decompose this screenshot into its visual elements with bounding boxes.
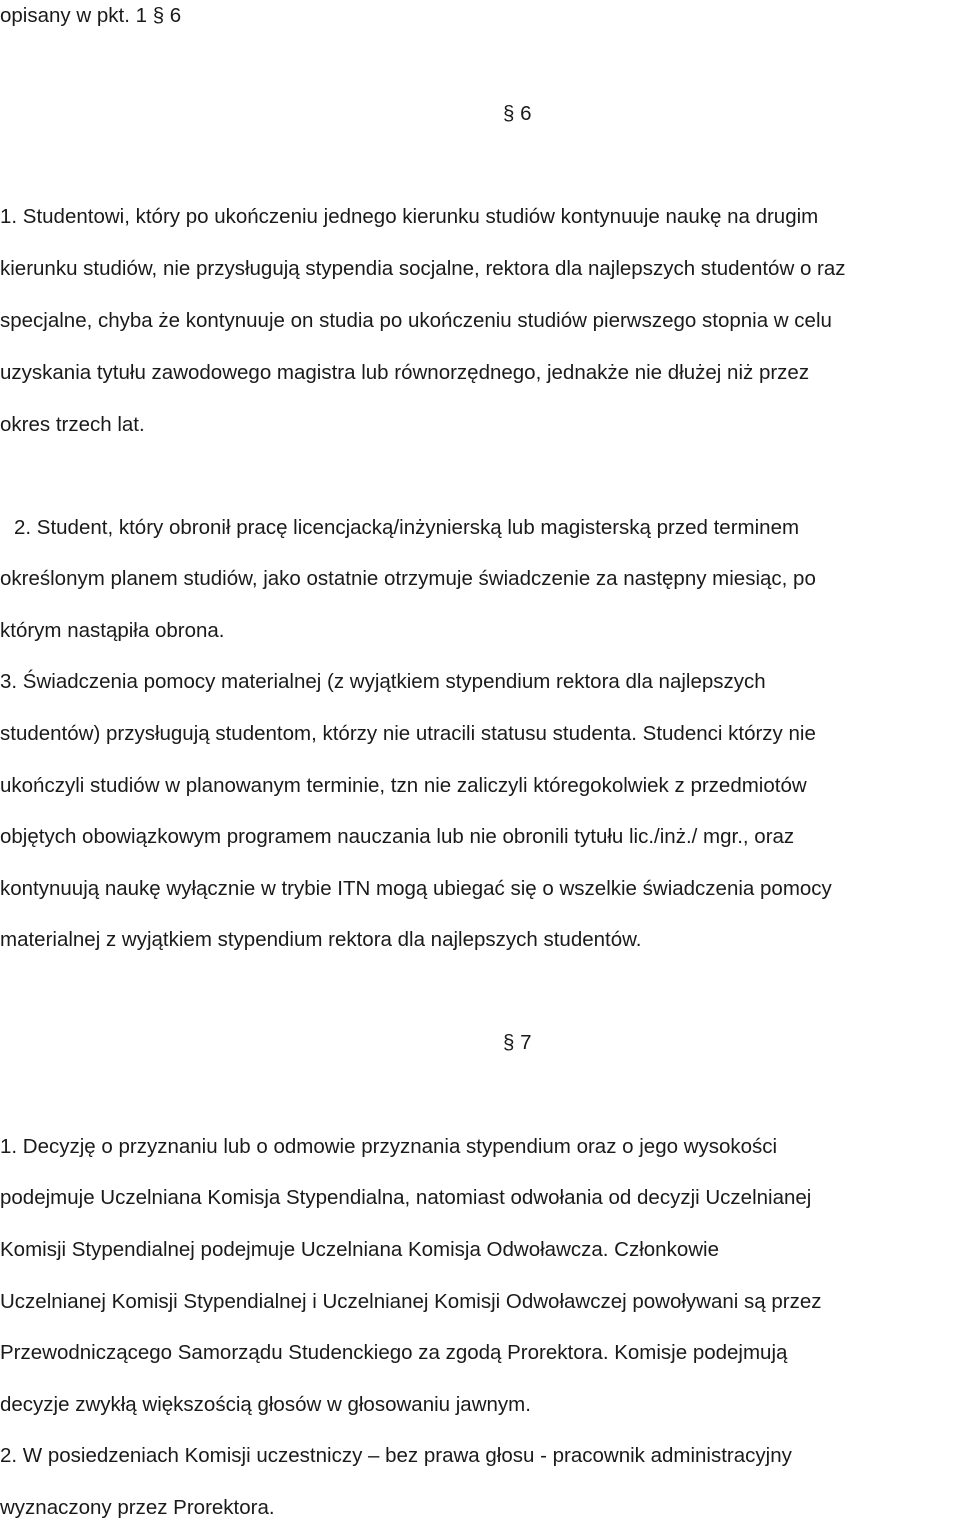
text-line: podejmuje Uczelniana Komisja Stypendialna, natomiast odwołania od decyzji Uczelnianej <box>0 1186 812 1209</box>
text-line: Przewodniczącego Samorządu Studenckiego za zgodą Prorektora. Komisje podejmują <box>0 1341 788 1364</box>
text-line: kierunku studiów, nie przysługują stypendia socjalne, rektora dla najlepszych studentów o raz <box>0 257 846 280</box>
text-line: 2. W posiedzeniach Komisji uczestniczy – bez prawa głosu - pracownik administracyjny <box>0 1444 792 1467</box>
text-line: Uczelnianej Komisji Stypendialnej i Uczelnianej Komisji Odwoławczej powoływani są przez <box>0 1290 822 1313</box>
text-line: 2. Student, który obronił pracę licencjacką/inżynierską lub magisterską przed terminem <box>14 516 800 539</box>
text-line: Komisji Stypendialnej podejmuje Uczelniana Komisja Odwoławcza. Członkowie <box>0 1238 719 1261</box>
text-line: 3. Świadczenia pomocy materialnej (z wyjątkiem stypendium rektora dla najlepszych <box>0 670 766 693</box>
text-line: decyzje zwykłą większością głosów w głosowaniu jawnym. <box>0 1393 531 1416</box>
text-line: 1. Studentowi, który po ukończeniu jednego kierunku studiów kontynuuje naukę na drugim <box>0 205 819 228</box>
text-line: ukończyli studiów w planowanym terminie, tzn nie zaliczyli któregokolwiek z przedmiotów <box>0 774 807 797</box>
text-line: którym nastąpiła obrona. <box>0 619 225 642</box>
text-line: studentów) przysługują studentom, którzy nie utracili statusu studenta. Studenci którzy nie <box>0 722 816 745</box>
text-line: materialnej z wyjątkiem stypendium rektora dla najlepszych studentów. <box>0 928 642 951</box>
text-line: określonym planem studiów, jako ostatnie otrzymuje świadczenie za następny miesiąc, po <box>0 567 816 590</box>
text-line: objętych obowiązkowym programem nauczania lub nie obronili tytułu lic./inż./ mgr., oraz <box>0 825 795 848</box>
text-line: uzyskania tytułu zawodowego magistra lub równorzędnego, jednakże nie dłużej niż przez <box>0 361 810 384</box>
header-fragment: opisany w pkt. 1 § 6 <box>0 4 182 27</box>
text-line: wyznaczony przez Prorektora. <box>0 1496 275 1519</box>
text-line: kontynuują naukę wyłącznie w trybie ITN mogą ubiegać się o wszelkie świadczenia pomocy <box>0 877 832 900</box>
section-6-heading: § 6 <box>503 102 532 125</box>
text-line: specjalne, chyba że kontynuuje on studia po ukończeniu studiów pierwszego stopnia w celu <box>0 309 832 332</box>
text-line: okres trzech lat. <box>0 413 145 436</box>
section-7-heading: § 7 <box>503 1031 532 1054</box>
text-line: 1. Decyzję o przyznaniu lub o odmowie przyznania stypendium oraz o jego wysokości <box>0 1135 778 1158</box>
